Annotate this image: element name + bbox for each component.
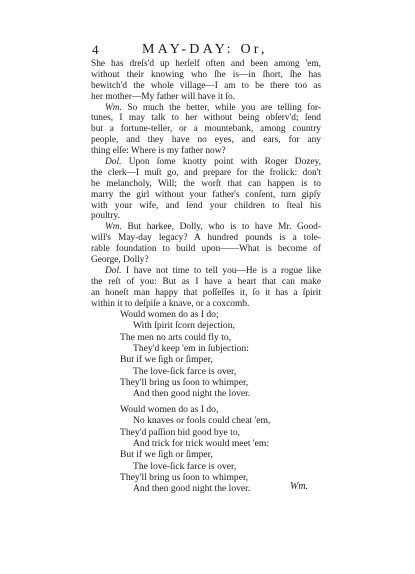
line-text: rable foundation to build upon——What is become of <box>91 244 321 255</box>
speaker-name: Wm. <box>105 222 122 233</box>
line-text: tunes, I may talk to her without being obſerv'd; ſend <box>91 113 321 124</box>
line-text: bewitch'd the whole village—I am to be there too as <box>91 80 321 91</box>
verse-line: But if we ſigh or ſimper, <box>120 354 213 366</box>
prose-line <box>91 113 321 124</box>
prose-line <box>91 124 321 135</box>
prose-line <box>91 59 321 70</box>
line-text: the clerk—I muſt go, and prepare for the frolick: don't <box>91 167 321 178</box>
page-number: 4 <box>92 42 99 57</box>
prose-line <box>91 233 321 244</box>
verse-line: The love-ſick farce is over, <box>133 365 237 377</box>
verse-line: They'd keep 'em in ſubjection: <box>133 343 249 355</box>
verse-line: The love-ſick farce is over, <box>133 460 237 472</box>
line-text: within it to deſpiſe a knave, or a coxcomb. <box>91 298 250 309</box>
catchword: Wm. <box>290 481 309 492</box>
speaker-name: Dol. <box>105 265 122 276</box>
verse-line: And trick for trick would meet 'em: <box>133 438 270 450</box>
prose-line <box>91 70 321 81</box>
prose-line <box>91 81 321 92</box>
verse-line: Would women do as I do; <box>120 309 219 320</box>
speaker-name: Dol. <box>105 157 122 168</box>
prose-line <box>91 266 321 277</box>
prose-line <box>91 146 321 157</box>
verse-line: Would women do as I do, <box>120 404 219 415</box>
prose-line <box>91 157 321 168</box>
page-header <box>0 42 415 60</box>
prose-line <box>91 277 321 288</box>
line-text: an honeſt man happy that poſſeſſes it, ſo it has a ſpirit <box>91 287 321 298</box>
verse-line: With ſpirit ſcorn dejection, <box>133 320 235 332</box>
line-text: with your wife, and ſend your children to ſteal his <box>91 200 321 211</box>
line-text: I have not time to tell you—He is a rogue like <box>121 265 321 276</box>
prose-line <box>91 168 321 179</box>
prose-line <box>91 244 321 255</box>
prose-line <box>91 211 321 222</box>
prose-dialogue <box>91 59 321 309</box>
verse-line: They'll bring us ſoon to whimper, <box>120 377 249 389</box>
line-text: will's May-day legacy? A hundred pounds is a tole- <box>91 233 321 244</box>
line-text: poultry. <box>91 211 120 222</box>
line-text: marry the girl without your father's conſent, turn gipſy <box>91 189 321 200</box>
verse-line: The men no arts could fly to, <box>120 331 232 343</box>
line-text: thing elſe: Where is my father now? <box>91 146 226 157</box>
speaker-name: Wm. <box>105 102 122 113</box>
prose-line <box>91 299 321 310</box>
line-text: but a fortune-teller, or a mountebank, among country <box>91 124 321 135</box>
prose-line <box>91 179 321 190</box>
line-text: Upon ſome knotty point with Roger Dozey, <box>121 157 321 168</box>
verse-line: But if we ſigh or ſimper, <box>120 449 213 461</box>
verse-line: They'd paſſion bid good bye to, <box>120 426 241 438</box>
line-text: But harkee, Dolly, who is to have Mr. Good- <box>121 222 321 233</box>
prose-line <box>91 288 321 299</box>
line-text: people, and they have no eyes, and ears, for any <box>91 135 321 146</box>
running-head: MAY-DAY: Or, <box>142 42 268 57</box>
verse-line: They'll bring us ſoon to whimper, <box>120 472 249 484</box>
prose-line <box>91 92 321 103</box>
line-text: So much the better, while you are telling for- <box>121 102 321 113</box>
line-text: be melancholy, Will; the worſt that can happen is to <box>91 178 321 189</box>
verse-line: No knaves or fools could cheat 'em, <box>133 415 271 427</box>
line-text: She has dreſs'd up herſelf often and been among 'em, <box>91 59 321 69</box>
prose-line <box>91 190 321 201</box>
line-text: without their knowing who ſhe is—in ſhort, ſhe has <box>91 69 321 80</box>
prose-line <box>91 255 321 266</box>
song-stanza-1 <box>120 309 320 400</box>
prose-line <box>91 103 321 114</box>
line-text: the reſt of you: But as I have a heart that can make <box>91 276 321 287</box>
line-text: her mother—My father will have it ſo. <box>91 91 235 102</box>
prose-line <box>91 135 321 146</box>
prose-line <box>91 222 321 233</box>
prose-line <box>91 201 321 212</box>
verse-line: And then good night the lover. <box>133 483 251 495</box>
verse-line: And then good night the lover. <box>133 388 251 400</box>
line-text: George, Dolly? <box>91 255 149 266</box>
